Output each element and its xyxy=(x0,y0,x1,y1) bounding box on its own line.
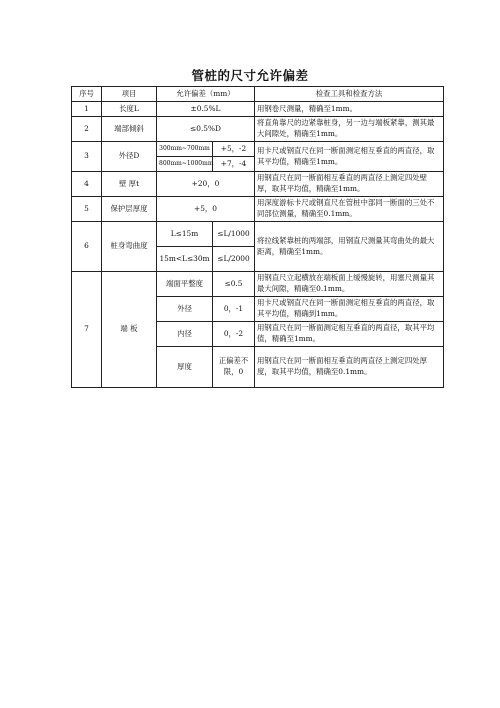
row-method: 用钢卷尺测量，精确至1mm。 xyxy=(255,102,444,117)
page-title: 管桩的尺寸允许偏差 xyxy=(191,68,309,83)
subitem-method: 用钢直尺在同一断面测定相互垂直的两直径，取其平均值，精确至1mm。 xyxy=(255,322,444,347)
subitem-method: 用卡尺或钢直尺在同一断面测定相互垂直的两直径，取其平均值，精确到1mm。 xyxy=(255,297,444,322)
row-seq: 2 xyxy=(72,117,102,142)
range-cell: 15m<L≤30m xyxy=(157,247,213,272)
table-row xyxy=(72,102,444,117)
range-cell: 300mm~700mm xyxy=(157,142,213,157)
tolerance-table xyxy=(71,86,444,388)
range-cell: 800mm~1000mm xyxy=(157,157,213,172)
header-row xyxy=(72,87,444,102)
table-row xyxy=(72,172,444,197)
row-method: 将直角靠尺的边紧靠桩身，另一边与端板紧靠，测其最大间隙处，精确至1mm。 xyxy=(255,117,444,142)
row-tolerance: ±0.5%L xyxy=(157,102,255,117)
row-item: 端部倾斜 xyxy=(102,117,157,142)
row-tolerance: ≤0.5%D xyxy=(157,117,255,142)
range-tolerance: ≤L/1000 xyxy=(213,222,255,247)
subitem-name: 外径 xyxy=(157,297,213,322)
row-method: 将拉线紧靠桩的两端部，用钢直尺测量其弯曲处的最大距离，精确至1mm。 xyxy=(255,222,444,272)
row-method: 用卡尺或钢直尺在同一断面测定相互垂直的两直径，取其平均值，精确至1mm。 xyxy=(255,142,444,172)
table-row xyxy=(72,142,444,157)
row-method: 用钢直尺在同一断面相互垂直的两直径上测定四处壁厚，取其平均值，精确至1mm。 xyxy=(255,172,444,197)
row-seq: 6 xyxy=(72,222,102,272)
header-method: 检查工具和检查方法 xyxy=(255,87,444,102)
row-item: 桩身弯曲度 xyxy=(102,222,157,272)
range-tolerance: ≤L/2000 xyxy=(213,247,255,272)
row-item: 壁 厚t xyxy=(102,172,157,197)
subitem-name: 内径 xyxy=(157,322,213,347)
row-method: 用深度游标卡尺或钢直尺在管桩中部同一断面的三处不同部位测量，精确至0.1mm。 xyxy=(255,197,444,222)
row-item: 外径D xyxy=(102,142,157,172)
row-seq: 5 xyxy=(72,197,102,222)
table-row xyxy=(72,222,444,247)
header-seq: 序号 xyxy=(72,87,102,102)
range-tolerance: +5，-2 xyxy=(213,142,255,157)
row-seq: 4 xyxy=(72,172,102,197)
row-seq: 3 xyxy=(72,142,102,172)
subitem-tolerance: 0，-2 xyxy=(213,322,255,347)
header-tolerance: 允许偏差（mm） xyxy=(157,87,255,102)
subitem-name: 厚度 xyxy=(157,347,213,388)
row-item: 保护层厚度 xyxy=(102,197,157,222)
table-row xyxy=(72,197,444,222)
header-item: 项目 xyxy=(102,87,157,102)
table-row xyxy=(72,272,444,297)
row-item: 端 板 xyxy=(102,272,157,388)
table-row xyxy=(72,117,444,142)
range-tolerance: +7，-4 xyxy=(213,157,255,172)
row-tolerance: +20，0 xyxy=(157,172,255,197)
subitem-tolerance: 正偏差不限，0 xyxy=(213,347,255,388)
subitem-name: 端面平整度 xyxy=(157,272,213,297)
subitem-method: 用钢直尺立起横放在端板面上缓慢旋转，用塞尺测量其最大间隙，精确至0.1mm。 xyxy=(255,272,444,297)
row-tolerance: +5，0 xyxy=(157,197,255,222)
subitem-method: 用钢直尺在同一断面相互垂直的两直径上测定四处厚度，取其平均值，精确至0.1mm。 xyxy=(255,347,444,388)
subitem-tolerance: 0，-1 xyxy=(213,297,255,322)
row-seq: 1 xyxy=(72,102,102,117)
row-item: 长度L xyxy=(102,102,157,117)
range-cell: L≤15m xyxy=(157,222,213,247)
row-seq: 7 xyxy=(72,272,102,388)
subitem-tolerance: ≤0.5 xyxy=(213,272,255,297)
